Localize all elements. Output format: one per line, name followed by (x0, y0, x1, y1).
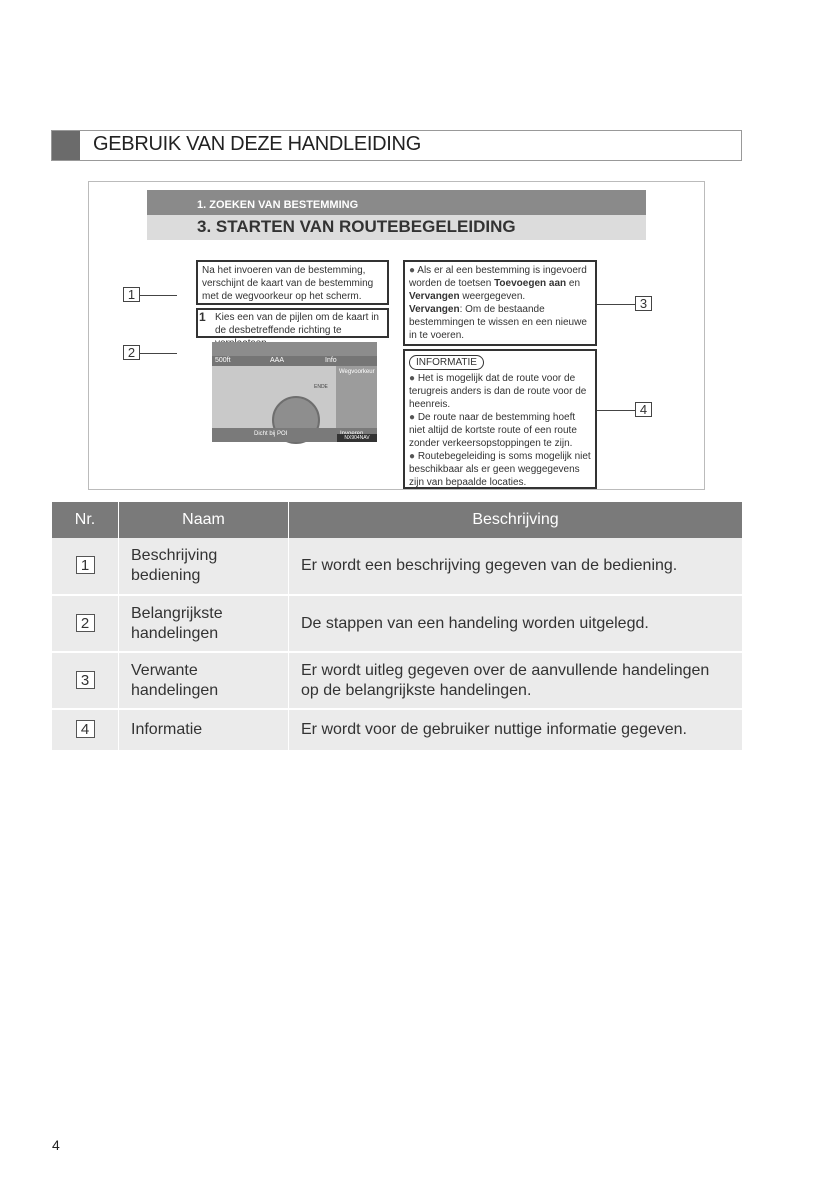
table-row (52, 709, 742, 751)
callout-1-line (140, 295, 177, 296)
legend-table (52, 502, 742, 752)
row-number: 2 (76, 614, 95, 632)
nav-address: AAA (270, 357, 285, 364)
row-name: Verwante handelingen (119, 652, 289, 709)
row-number: 4 (76, 720, 95, 738)
information-item: ● De route naar de bestemming hoeft niet altijd de kortste route of een route zonder verkeersopstoppingen te zijn. (409, 412, 577, 449)
related-text-3: weergegeven. (462, 291, 526, 302)
related-text-1: Als er al een bestemming is ingevoerd worden de toetsen (409, 265, 587, 289)
row-description: De stappen van een handeling worden uitgelegd. (289, 595, 743, 652)
row-description: Er wordt voor de gebruiker nuttige informatie gegeven. (289, 709, 743, 751)
step-text: Kies een van de pijlen om de kaart in de desbetreffende richting te (215, 312, 379, 336)
related-bold-3: Vervangen (409, 304, 460, 315)
information-label: INFORMATIE (409, 355, 484, 370)
related-text-2: en (568, 278, 581, 289)
information-box (403, 349, 597, 489)
nav-info-button: Info (325, 357, 337, 364)
col-header-nr: Nr. (52, 502, 119, 538)
step-number: 1 (199, 310, 206, 324)
example-section-band (147, 190, 646, 215)
row-name: Beschrijving bediening (119, 538, 289, 595)
nav-map-label: ENDE (314, 384, 328, 390)
nav-scale: 500ft (215, 357, 231, 364)
nav-pref-label: Wegvoorkeur (339, 369, 375, 375)
main-steps-box (196, 308, 389, 338)
related-text-4: : Om de bestaande bestemmingen te wissen en een nieuwe in te voeren. (409, 304, 587, 341)
example-title-band (147, 215, 646, 240)
col-header-name: Naam (119, 502, 289, 538)
bullet-icon: ● (409, 265, 416, 276)
page-title: GEBRUIK VAN DEZE HANDLEIDING (93, 133, 421, 155)
table-row (52, 538, 742, 595)
table-row (52, 595, 742, 652)
example-figure (88, 181, 705, 490)
row-number: 3 (76, 671, 95, 689)
information-item: ● Het is mogelijk dat de route voor de terugreis anders is dan de route voor de heenreis. (409, 373, 587, 410)
nav-top-bar (212, 342, 377, 356)
table-header-row (52, 502, 742, 538)
related-bold-2: Vervangen (409, 291, 460, 302)
related-operations-box (403, 260, 597, 346)
row-description: Er wordt een beschrijving gegeven van de bediening. (289, 538, 743, 595)
callout-2: 2 (123, 345, 140, 360)
nav-map (212, 366, 336, 428)
example-title: 3. STARTEN VAN ROUTEBEGELEIDING (197, 217, 516, 236)
callout-2-line (140, 353, 177, 354)
section-header (51, 130, 742, 161)
callout-4: 4 (635, 402, 652, 417)
callout-1: 1 (123, 287, 140, 302)
callout-3: 3 (635, 296, 652, 311)
nav-side-menu (336, 366, 377, 428)
table-row (52, 652, 742, 709)
nav-image-tag: NX904NAV (337, 434, 377, 442)
row-description: Er wordt uitleg gegeven over de aanvullende handelingen op de belangrijkste handelingen. (289, 652, 743, 709)
nav-poi-button: Dicht bij POI (254, 431, 288, 437)
example-section-label: 1. ZOEKEN VAN BESTEMMING (197, 199, 359, 211)
page-number: 4 (52, 1137, 60, 1153)
row-number: 1 (76, 556, 95, 574)
nav-screen-image (212, 342, 377, 442)
operation-description-text: Na het invoeren van de bestemming, verschijnt de kaart van de bestemming met de wegvoorkeur op het scherm. (202, 265, 374, 302)
information-item: ● Routebegeleiding is soms mogelijk niet beschikbaar als er geen weggegevens zijn van bepaalde locaties. (409, 451, 591, 488)
col-header-description: Beschrijving (289, 502, 743, 538)
related-bold-1: Toevoegen aan (494, 278, 567, 289)
operation-description-box (196, 260, 389, 305)
callout-3-line (597, 304, 635, 305)
row-name: Informatie (119, 709, 289, 751)
header-tab-marker (52, 131, 80, 160)
callout-4-line (597, 410, 635, 411)
nav-address-bar (212, 356, 377, 366)
row-name: Belangrijkste handelingen (119, 595, 289, 652)
